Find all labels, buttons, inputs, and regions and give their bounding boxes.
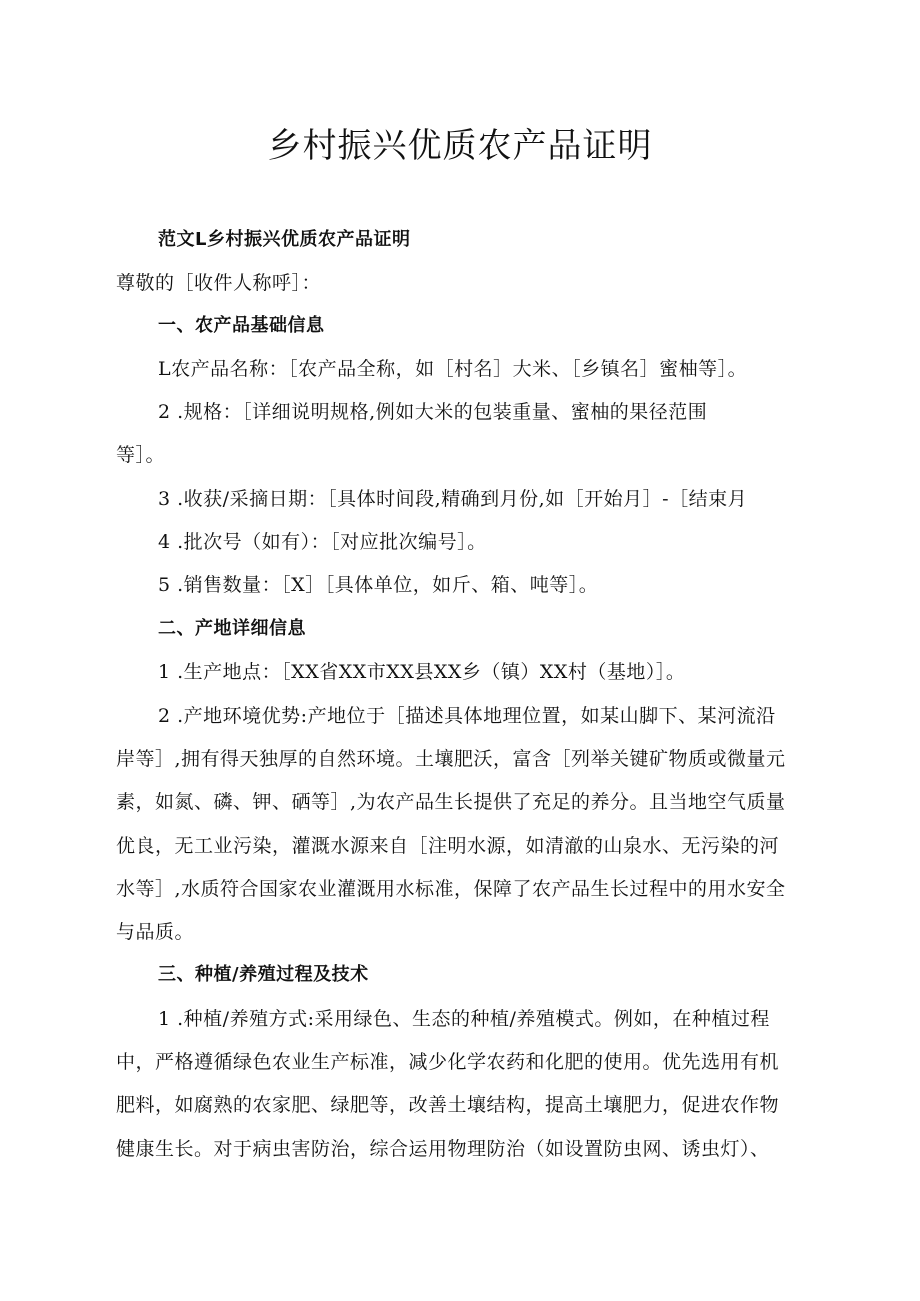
harvest-date-line: 3 .收获/采摘日期：［具体时间段,精确到月份,如［开始月］-［结束月: [158, 488, 748, 510]
environment-paragraph-line: 素，如氮、磷、钾、硒等］,为农产品生长提供了充足的养分。且当地空气质量: [116, 791, 786, 813]
spec-line-continued: 等］。: [116, 444, 166, 466]
section-heading-basic-info: 一、农产品基础信息: [158, 315, 325, 336]
section-heading-process: 三、种植/养殖过程及技术: [158, 964, 369, 985]
salutation: 尊敬的［收件人称呼］：: [116, 272, 322, 294]
environment-paragraph-line: 水等］,水质符合国家农业灌溉用水标准，保障了农产品生长过程中的用水安全: [116, 878, 786, 900]
environment-paragraph-line: 优良，无工业污染，灌溉水源来自［注明水源，如清澈的山泉水、无污染的河: [116, 835, 780, 857]
spec-line: 2 .规格：［详细说明规格,例如大米的包装重量、蜜柚的果径范围: [158, 401, 708, 423]
process-paragraph-line: 健康生长。对于病虫害防治，综合运用物理防治（如设置防虫网、诱虫灯）、: [116, 1138, 770, 1160]
process-paragraph-line: 肥料，如腐熟的农家肥、绿肥等，改善土壤结构，提高土壤肥力，促进农作物: [116, 1094, 780, 1116]
product-name-line: L农产品名称：［农产品全称，如［村名］大米、［乡镇名］蜜柚等］。: [158, 358, 748, 380]
environment-paragraph-line: 2 .产地环境优势:产地位于［描述具体地理位置，如某山脚下、某河流沿: [158, 705, 776, 727]
section-heading-origin: 二、产地详细信息: [158, 618, 306, 639]
process-paragraph-line: 1 .种植/养殖方式:采用绿色、生态的种植/养殖模式。例如，在种植过程: [158, 1008, 770, 1030]
environment-paragraph-line: 与品质。: [116, 921, 195, 943]
batch-number-line: 4 .批次号（如有）：［对应批次编号］。: [158, 531, 487, 553]
environment-paragraph-line: 岸等］,拥有得天独厚的自然环境。土壤肥沃，富含［列举关键矿物质或微量元: [116, 748, 786, 770]
production-location-line: 1 .生产地点：［XX省XX市XX县XX乡（镇）XX村（基地）］。: [158, 661, 686, 683]
document-subtitle: 范文L乡村振兴优质农产品证明: [158, 229, 411, 250]
sales-quantity-line: 5 .销售数量：［X］［具体单位，如斤、箱、吨等］。: [158, 574, 599, 596]
process-paragraph-line: 中，严格遵循绿色农业生产标准，减少化学农药和化肥的使用。优先选用有机: [116, 1051, 780, 1073]
document-title: 乡村振兴优质农产品证明: [267, 126, 653, 166]
